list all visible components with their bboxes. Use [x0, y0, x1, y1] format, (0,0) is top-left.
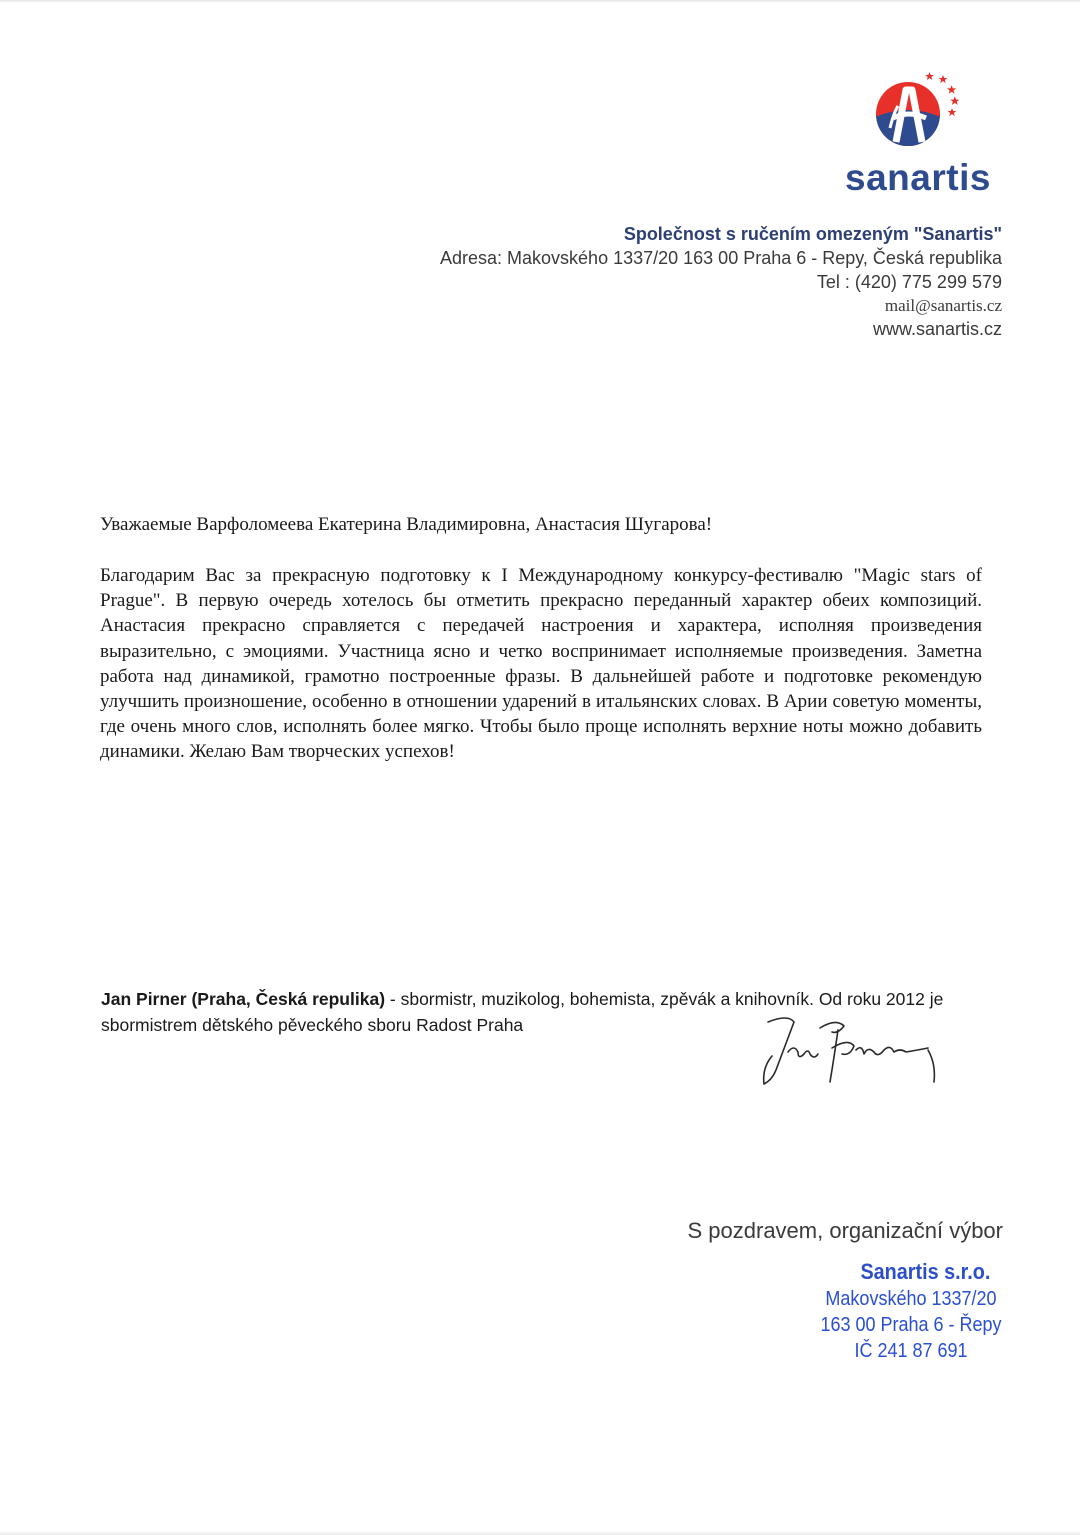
company-header: [440, 222, 1002, 341]
stamp-company-name: Sanartis s.r.o.: [860, 1259, 991, 1284]
handwritten-signature: [758, 1008, 948, 1088]
company-phone: Tel : (420) 775 299 579: [816, 272, 1002, 292]
stamp-ico: IČ 241 87 691: [854, 1340, 968, 1362]
company-address: Adresa: Makovského 1337/20 163 00 Praha 6 - Repy, Česká republika: [440, 248, 1002, 268]
signatory-name: Jan Pirner (Praha, Česká repulika): [101, 989, 386, 1009]
closing-line: S pozdravem, organizační výbor: [687, 1218, 1003, 1243]
letter-salutation: Уважаемые Варфоломеева Екатерина Владимировна, Анастасия Шугарова!: [100, 514, 713, 535]
signatory-description: - sbormistr, muzikolog, bohemista, zpěvák a knihovník. Od roku 2012 je sbormistrem dětského pěveckého sboru Radost Praha: [101, 989, 944, 1035]
company-email: mail@sanartis.cz: [884, 296, 1002, 315]
stamp-street: Makovského 1337/20: [825, 1288, 997, 1310]
logo-wordmark: sanartis: [845, 157, 991, 198]
page-bottom-edge: [0, 1531, 1080, 1535]
stamp-city: 163 00 Praha 6 - Řepy: [820, 1314, 1002, 1336]
company-stamp: [812, 1258, 1010, 1364]
sanartis-logo: [838, 66, 998, 196]
page-top-edge: [0, 0, 1080, 3]
company-website: www.sanartis.cz: [872, 319, 1002, 339]
letter-body: Благодарим Вас за прекрасную подготовку к I Международному конкурсу-фестивалю "Magic stars of Prague". В первую очередь хотелось бы отметить прекрасно переданный характер обеих композиций. Анастасия прекрасно справляется с передачей настроения и характера, исполняя произведения выразительно, с эмоциями. Участница ясно и четко воспринимает исполняемые произведения. Заметна работа над динамикой, грамотно построенные фразы. В дальнейшей работе и подготовке рекомендую улучшить произношение, особенно в отношении ударений в итальянских словах. В Арии советую моменты, где очень много слов, исполнять более мягко. Чтобы было проще исполнять верхние ноты можно добавить динамики. Желаю Вам творческих успехов!: [100, 565, 982, 763]
company-name: Společnost s ručením omezeným "Sanartis": [623, 224, 1002, 244]
globe-logo-icon: [838, 66, 998, 156]
